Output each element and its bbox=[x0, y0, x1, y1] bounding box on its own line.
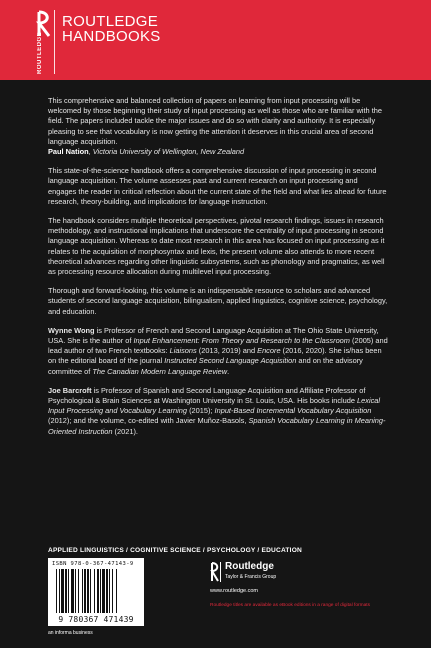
series-brand bbox=[62, 14, 161, 44]
bio-text: (2021). bbox=[112, 426, 138, 436]
description-paragraph-3: Thorough and forward-looking, this volume is an indispensable resource to scholars and advanced students of second language acquisition, bilingualism, applied linguistics, cognitive science, psychology, and education. bbox=[48, 286, 388, 316]
endorser-name: Paul Nation bbox=[48, 147, 89, 157]
isbn-number: 9 780367 471439 bbox=[58, 615, 134, 624]
brand-line-2: HANDBOOKS bbox=[62, 28, 161, 45]
back-cover-text bbox=[48, 96, 388, 446]
subject-categories: APPLIED LINGUISTICS / COGNITIVE SCIENCE / PSYCHOLOGY / EDUCATION bbox=[48, 547, 302, 554]
bio-title: Encore bbox=[257, 346, 281, 356]
endorser-affiliation: Victoria University of Wellington, New Zealand bbox=[92, 147, 245, 157]
endorsement-attribution: Paul Nation, Victoria University of Wellington, New Zealand bbox=[48, 147, 245, 157]
publisher-url[interactable]: www.routledge.com bbox=[210, 588, 258, 594]
brand-line-1: ROUTLEDGE bbox=[62, 13, 159, 30]
publisher-name: Routledge bbox=[225, 561, 274, 572]
bio-name: Joe Barcroft bbox=[48, 385, 92, 395]
isbn-barcode bbox=[48, 558, 144, 626]
informa-business: an informa business bbox=[48, 630, 93, 636]
ebook-note: Routledge titles are available as eBook editions in a range of digital formats bbox=[210, 603, 370, 608]
bio-text: (2013, 2019) and bbox=[196, 346, 258, 356]
bio-text: (2005) and lead author of two French textbooks: bbox=[48, 336, 388, 356]
bio-title: Instructed Second Language Acquisition bbox=[164, 356, 297, 366]
bio-text: is Professor of Spanish and Second Language Acquisition and Affiliate Professor of Psychological & Brain Sciences at Washington University in St. Louis, USA. His books include bbox=[48, 385, 366, 406]
publisher-group: Taylor & Francis Group bbox=[225, 574, 277, 580]
endorsement-quote: This comprehensive and balanced collection of papers on learning from input processing will be welcomed by those beginning their study of input processing as well as those who are familiar with the field. The papers included tackle the major issues and do so with clarity and authority. It is especially pleasing to see that vocabulary is now getting the attention it deserves in this crucial area of second language acquisition. bbox=[48, 96, 382, 146]
bio-name: Wynne Wong bbox=[48, 325, 95, 335]
bio-text: . bbox=[227, 366, 230, 376]
bio-title: Liaisons bbox=[169, 346, 197, 356]
bio-title: Input Enhancement: From Theory and Research to the Classroom bbox=[133, 336, 350, 346]
bio-text: and on the advisory committee of bbox=[48, 356, 363, 376]
bio-text: is Professor of French and Second Language Acquisition at The Ohio State University, USA. She is the author of bbox=[48, 325, 379, 346]
description-paragraph-2: The handbook considers multiple theoretical perspectives, pivotal research findings, issues in research methodology, and instructional implications that underscore the centrality of input processing in second language acquisition. Whereas to date most research in this area has focused on input processing as it relates to the acquisition of morphosyntax and lexis, the present volume also attends to more recent theoretical advances regarding other linguistic subsystems, such as phonology and pragmatics, as well as processing resource allocation during multilevel input processing. bbox=[48, 216, 385, 277]
isbn-label: ISBN 978-0-367-47143-9 bbox=[52, 561, 134, 567]
bio-title: Input-Based Incremental Vocabulary Acquisition bbox=[214, 406, 372, 416]
bio-text: (2016, 2020). She is/has been on the editorial board of the journal bbox=[48, 346, 382, 366]
bio-barcroft bbox=[48, 386, 388, 437]
logo-vertical-text: ROUTLEDGE bbox=[37, 31, 43, 74]
barcode-icon bbox=[56, 569, 138, 613]
routledge-logo-icon bbox=[36, 10, 55, 74]
bio-wong bbox=[48, 326, 388, 377]
bio-title: Spanish Vocabulary Learning in Meaning-Oriented Instruction bbox=[48, 416, 386, 436]
bio-text: (2012); and the volume, co-edited with Javier Muñoz-Basols, bbox=[48, 416, 249, 426]
routledge-small-logo-icon bbox=[210, 562, 221, 582]
bio-title: The Canadian Modern Language Review bbox=[92, 366, 228, 376]
header-banner bbox=[0, 0, 431, 80]
bio-title: Lexical Input Processing and Vocabulary Learning bbox=[48, 396, 381, 416]
description-paragraph-1: This state-of-the-science handbook offers a comprehensive discussion of input processing in second language acquisition. The volume assesses past and current research on input processing and engages the reader in critical reflection about the current state of the field and what lies ahead for future research, theory-building, and implications for language instruction. bbox=[48, 166, 387, 206]
bio-text: (2015); bbox=[187, 406, 215, 416]
